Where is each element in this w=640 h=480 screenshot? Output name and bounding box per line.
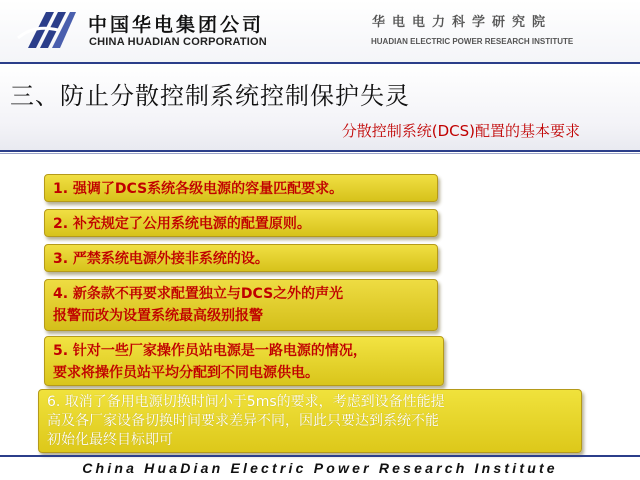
institute-name-en: HUADIAN ELECTRIC POWER RESEARCH INSTITUTE [371,37,574,46]
huadian-logo-icon [14,8,78,52]
title-divider [0,150,640,152]
institute-name-cn: 华电电力科学研究院 [372,15,553,30]
list-item-text: 5. 针对一些厂家操作员站电源是一路电源的情况， 要求将操作员站平均分配到不同电源供电。 [53,343,367,381]
list-item-text: 4. 新条款不再要求配置独立与DCS之外的声光 报警而改为设置系统最高级别报警 [53,286,344,324]
list-item [44,174,438,202]
list-item-text: 3. 严禁系统电源外接非系统的设。 [53,251,269,267]
footer-institute: China HuaDian Electric Power Research Institute [82,460,558,476]
header-bar [0,0,640,62]
company-name-cn: 中国华电集团公司 [88,14,265,36]
list-item-text: 6. 取消了备用电源切换时间小于5ms的要求，考虑到设备性能提 高及各厂家设备切换时间要求差异不同，因此只要达到系统不能 初始化最终目标即可 [47,394,445,448]
footer-divider [0,455,640,457]
list-item [44,209,438,237]
slide-title: 三、防止分散控制系统控制保护失灵 [10,82,410,110]
list-item [44,244,438,272]
list-item [38,389,582,453]
list-item-text: 2. 补充规定了公用系统电源的配置原则。 [53,216,311,232]
list-item [44,279,438,331]
list-item [44,336,444,386]
company-name-en: CHINA HUADIAN CORPORATION [89,36,267,48]
list-item-text: 1. 强调了DCS系统各级电源的容量匹配要求。 [53,181,344,197]
title-divider-thin [0,153,640,154]
slide-subtitle: 分散控制系统(DCS)配置的基本要求 [341,122,580,140]
